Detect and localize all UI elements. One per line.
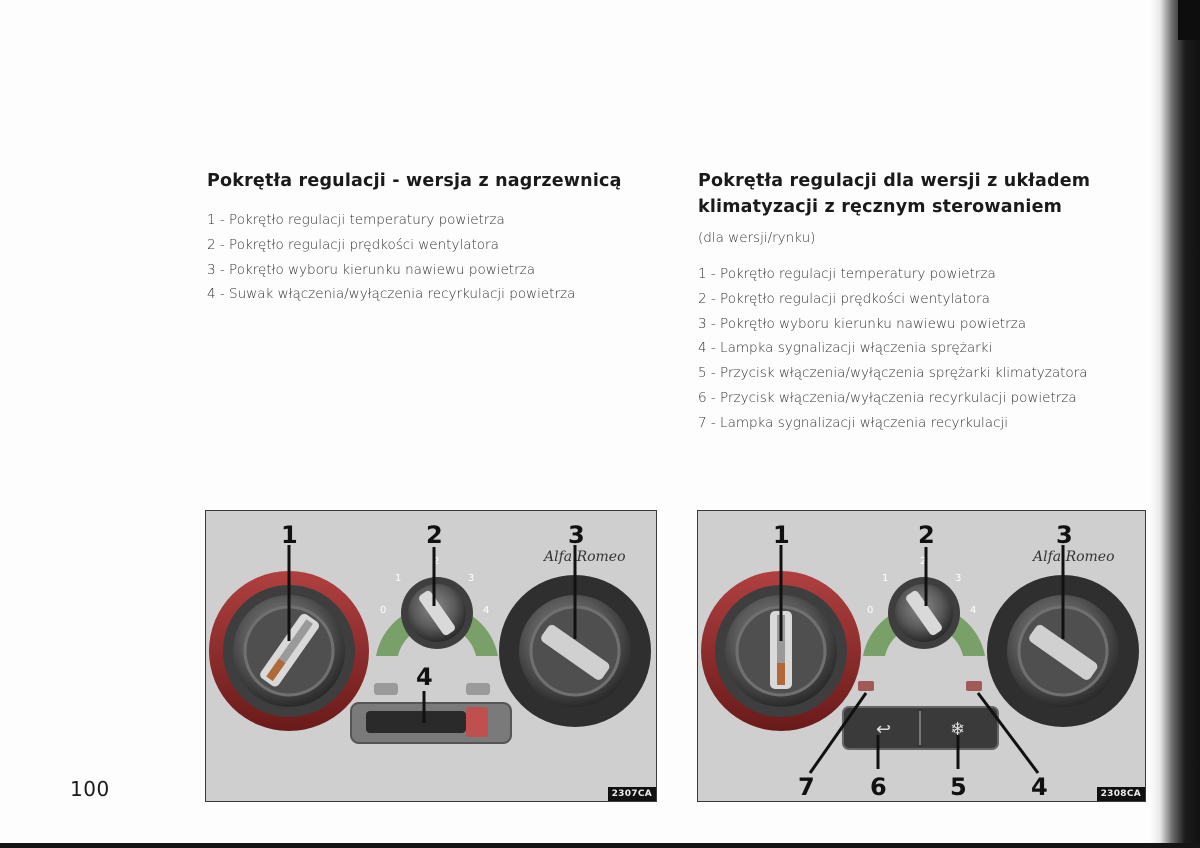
- right-section: [698, 168, 1150, 436]
- callout-7: 7: [798, 773, 815, 801]
- callout-2: 2: [426, 521, 443, 549]
- page-number: 100: [70, 777, 110, 801]
- recirculation-lamp: [858, 681, 874, 691]
- callout-3: 3: [1056, 521, 1073, 549]
- list-item: 1 - Pokrętło regulacji temperatury powietrza: [207, 212, 505, 228]
- recirculation-icon: ↩: [876, 719, 892, 740]
- fan-speed-3: 3: [468, 573, 475, 584]
- list-item: 7 - Lampka sygnalizacji włączenia recyrkulacji: [698, 414, 1008, 431]
- list-item: 4 - Lampka sygnalizacji włączenia sprężarki: [698, 340, 993, 357]
- right-section-title: [698, 168, 1150, 220]
- left-item-list: [207, 208, 667, 307]
- fan-speed-2: 2: [433, 556, 440, 567]
- right-item-list: [698, 262, 1150, 436]
- callout-4: 4: [1031, 773, 1048, 801]
- ac-controls-figure: [697, 510, 1146, 802]
- list-item: 2 - Pokrętło regulacji prędkości wentylatora: [698, 290, 990, 307]
- market-note: (dla wersji/rynku): [698, 230, 816, 246]
- figure-code: 2308CA: [1097, 787, 1145, 801]
- list-item: 3 - Pokrętło wyboru kierunku nawiewu powietrza: [698, 315, 1027, 332]
- brand-logo-left: Alfa Romeo: [544, 549, 626, 565]
- callout-1: 1: [773, 521, 790, 549]
- left-section-title: Pokrętła regulacji - wersja z nagrzewnicą: [207, 171, 622, 191]
- callout-2: 2: [918, 521, 935, 549]
- list-item: 2 - Pokrętło regulacji prędkości wentylatora: [207, 236, 499, 253]
- right-title-line2: klimatyzacji z ręcznym sterowaniem: [698, 197, 1063, 217]
- heater-controls-figure: [205, 510, 657, 802]
- list-item: 6 - Przycisk włączenia/wyłączenia recyrkulacji powietrza: [698, 389, 1077, 406]
- callout-6: 6: [870, 773, 887, 801]
- bottom-rule: [0, 843, 1200, 848]
- callout-4: 4: [416, 663, 433, 691]
- list-item: 1 - Pokrętło regulacji temperatury powietrza: [698, 266, 996, 282]
- page-binding-edge: [1150, 0, 1200, 848]
- fan-speed-0: 0: [380, 605, 387, 616]
- fan-speed-1: 1: [395, 573, 402, 584]
- heater-panel-illustration: [206, 511, 656, 801]
- ac-panel-illustration: [698, 511, 1145, 801]
- callout-3: 3: [568, 521, 585, 549]
- compressor-lamp: [966, 681, 982, 691]
- list-item: 3 - Pokrętło wyboru kierunku nawiewu powietrza: [207, 261, 536, 278]
- fan-speed-0: 0: [867, 605, 874, 616]
- fan-speed-1: 1: [882, 573, 889, 584]
- callout-1: 1: [281, 521, 298, 549]
- left-section: [207, 168, 667, 307]
- fan-speed-4: 4: [483, 605, 490, 616]
- fan-speed-3: 3: [955, 573, 962, 584]
- figure-code: 2307CA: [608, 787, 656, 801]
- list-item: 4 - Suwak włączenia/wyłączenia recyrkulacji powietrza: [207, 286, 576, 303]
- snowflake-icon: ❄: [950, 719, 966, 740]
- callout-5: 5: [950, 773, 967, 801]
- fan-speed-4: 4: [970, 605, 977, 616]
- brand-logo-right: Alfa Romeo: [1033, 549, 1115, 565]
- list-item: 5 - Przycisk włączenia/wyłączenia sprężarki klimatyzatora: [698, 365, 1088, 382]
- fan-speed-2: 2: [920, 556, 927, 567]
- binding-tab: [1178, 0, 1200, 40]
- right-title-line1: Pokrętła regulacji dla wersji z układem: [698, 171, 1091, 191]
